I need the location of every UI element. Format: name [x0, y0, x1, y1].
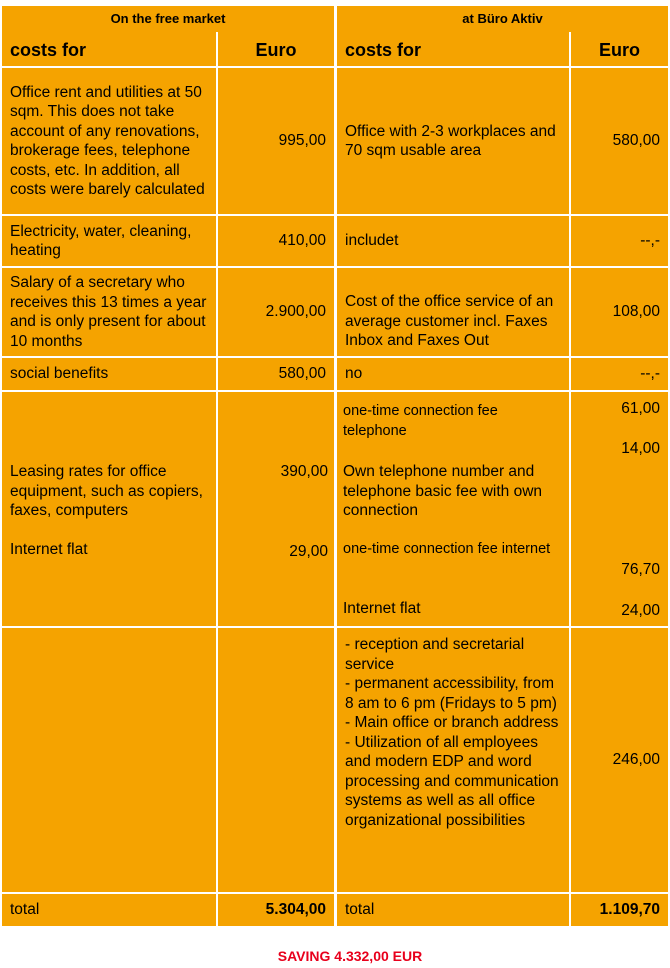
connection-fee-internet-text: one-time connection fee internet [343, 541, 551, 557]
internet-flat-left-amount: 29,00 [289, 543, 328, 560]
row-office-service-desc [337, 268, 569, 356]
row-includet-desc [337, 216, 569, 266]
service-reception: - reception and secretarial service [345, 636, 525, 673]
electricity-text: Electricity, water, cleaning, heating [10, 222, 192, 259]
office-service-amount: 108,00 [612, 303, 660, 320]
electricity-amount: 410,00 [278, 232, 326, 249]
row-no-value [571, 358, 668, 390]
total-right-value [571, 894, 668, 926]
internet-flat-right-text: Internet flat [343, 600, 421, 617]
total-left-value [218, 894, 334, 926]
row-office-workplaces-desc [337, 68, 569, 214]
includet-amount: --,- [640, 232, 660, 249]
telephone-number-text: Own telephone number and telephone basic fee with own connection [343, 463, 543, 519]
connection-fee-telephone-text: one-time connection fee telephone [343, 403, 498, 439]
total-right-label [337, 894, 569, 926]
row-office-service-value [571, 268, 668, 356]
left-costs-for-header: costs for [2, 32, 216, 66]
row-services-value [571, 628, 668, 892]
row-connection-desc [337, 392, 569, 626]
leasing-amount: 390,00 [280, 463, 328, 480]
service-address: - Main office or branch address [345, 714, 559, 731]
row-no-desc [337, 358, 569, 390]
office-rent-amount: 995,00 [278, 132, 326, 149]
total-right-amount: 1.109,70 [599, 901, 660, 918]
row-services-empty-desc [2, 628, 216, 892]
total-left-amount: 5.304,00 [265, 901, 326, 918]
includet-text: includet [345, 232, 399, 250]
social-benefits-text: social benefits [10, 365, 109, 383]
internet-flat-right-amount: 24,00 [621, 602, 660, 619]
office-rent-text: Office rent and utilities at 50 sqm. This does not take account of any renovations, brokerage fees, telephone costs, etc. In addition, all costs were barely calculated [10, 83, 205, 198]
buero-aktiv-title: at Büro Aktiv [337, 6, 668, 32]
no-text: no [345, 365, 363, 383]
total-right-text: total [345, 901, 375, 919]
no-amount: --,- [640, 365, 660, 382]
telephone-number-amount: 14,00 [621, 440, 660, 457]
leasing-text: Leasing rates for office equipment, such as copiers, faxes, computers [10, 463, 203, 519]
service-utilization: - Utilization of all employees and modern EDP and word processing and communication systems as well as all office organizational possibilities [345, 733, 559, 829]
secretary-text: Salary of a secretary who receives this 13 times a year and is only present for about 10 months [10, 274, 207, 350]
total-left-text: total [10, 901, 40, 919]
row-services-desc [337, 628, 569, 892]
row-leasing-desc [2, 392, 216, 626]
connection-fee-internet-amount: 76,70 [621, 561, 660, 578]
row-secretary-value [218, 268, 334, 356]
total-left-label [2, 894, 216, 926]
saving-summary: SAVING 4.332,00 EUR [277, 948, 423, 964]
internet-flat-left-text: Internet flat [10, 541, 88, 558]
row-office-workplaces-value [571, 68, 668, 214]
row-connection-value [571, 392, 668, 626]
row-electricity-desc [2, 216, 216, 266]
secretary-amount: 2.900,00 [265, 303, 326, 320]
office-workplaces-text: Office with 2-3 workplaces and 70 sqm usable area [345, 122, 556, 159]
connection-fee-telephone-amount: 61,00 [621, 400, 660, 417]
row-office-rent-desc [2, 68, 216, 214]
right-euro-header: Euro [571, 32, 668, 66]
office-workplaces-amount: 580,00 [612, 132, 660, 149]
right-costs-for-header: costs for [337, 32, 569, 66]
row-office-rent-value [218, 68, 334, 214]
services-amount: 246,00 [612, 751, 660, 768]
left-euro-header: Euro [218, 32, 334, 66]
free-market-title: On the free market [2, 6, 334, 32]
row-leasing-value [218, 392, 334, 626]
row-includet-value [571, 216, 668, 266]
row-services-empty-value [218, 628, 334, 892]
row-electricity-value [218, 216, 334, 266]
office-service-text: Cost of the office service of an average customer incl. Faxes Inbox and Faxes Out [345, 293, 554, 349]
social-benefits-amount: 580,00 [278, 365, 326, 382]
row-social-benefits-value [218, 358, 334, 390]
row-social-benefits-desc [2, 358, 216, 390]
service-accessibility: - permanent accessibility, from 8 am to 6 pm (Fridays to 5 pm) [345, 675, 557, 712]
row-secretary-desc [2, 268, 216, 356]
